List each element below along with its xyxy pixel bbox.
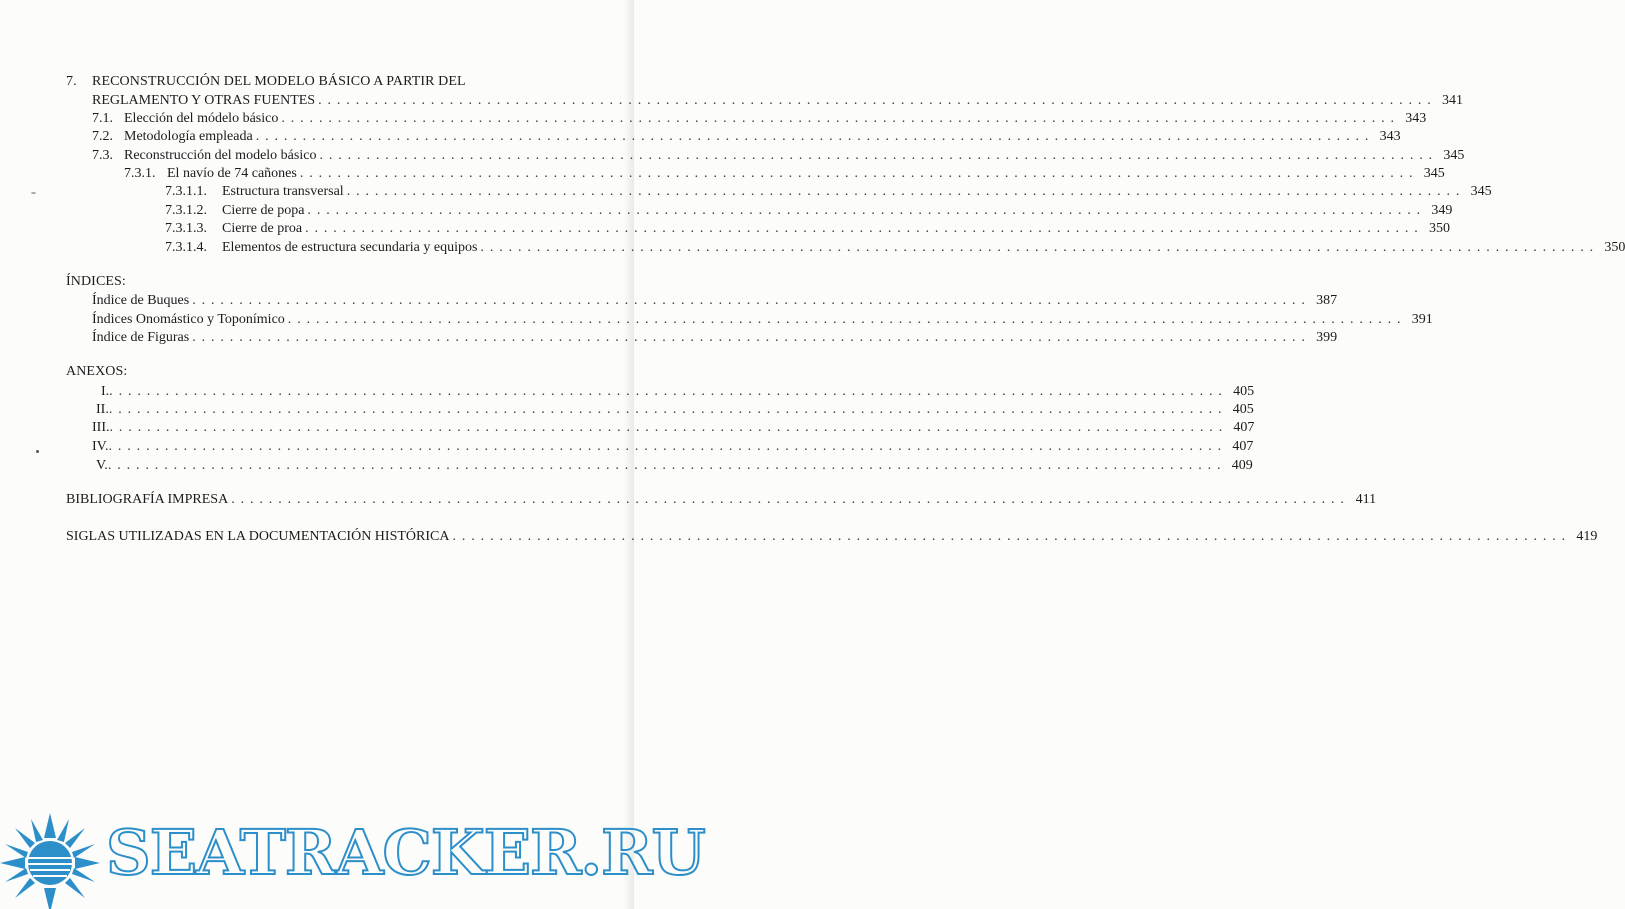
toc-entry-anexo-3[interactable]: [92, 418, 1255, 437]
dot-leader: . . . . . . . . . . . . . . . . . . . . . . . . . . . . . . . . . . . . . . . . . . . . . . . . . . . . . . . . . . . . . . . . . . . . . . . . . . . . . . . . . . . . . . . . . . . . . . . . . . . . . . . . . . . . . . . . . . . . . . .: [109, 384, 1224, 399]
toc-entry-anexo-2[interactable]: [96, 400, 1254, 419]
entry-title: SIGLAS UTILIZADAS EN LA DOCUMENTACIÓN HISTÓRICA: [66, 529, 450, 544]
dot-leader: . . . . . . . . . . . . . . . . . . . . . . . . . . . . . . . . . . . . . . . . . . . . . . . . . . . . . . . . . . . . . . . . . . . . . . . . . . . . . . . . . . . . . . . . . . . . . . . . . . . . . . . . . . . . . . . . . . . . . . .: [255, 129, 1370, 144]
page-number: 350: [1604, 240, 1625, 255]
section-number: 7.3.1.4.: [165, 240, 207, 255]
section-number: 7.3.1.1.: [165, 184, 207, 199]
section-number: 7.3.1.3.: [165, 221, 207, 236]
page-number: 405: [1232, 402, 1254, 417]
section-number: 7.3.: [92, 148, 113, 163]
dot-leader: . . . . . . . . . . . . . . . . . . . . . . . . . . . . . . . . . . . . . . . . . . . . . . . . . . . . . . . . . . . . . . . . . . . . . . . . . . . . . . . . . . . . . . . . . . . . . . . . . . . . . . . . . . . . . . . . . . . . . . .: [108, 439, 1223, 454]
chapter-7-title-line2: REGLAMENTO Y OTRAS FUENTES: [92, 93, 316, 108]
entry-title: Índice de Figuras: [92, 330, 190, 345]
page-number: 350: [1428, 221, 1450, 236]
page-number: 419: [1576, 529, 1598, 544]
page-number: 343: [1379, 129, 1401, 144]
chapter-7-title-line1: 7. RECONSTRUCCIÓN DEL MODELO BÁSICO A PARTIR DEL: [66, 74, 466, 89]
dot-leader: . . . . . . . . . . . . . . . . . . . . . . . . . . . . . . . . . . . . . . . . . . . . . . . . . . . . . . . . . . . . . . . . . . . . . . . . . . . . . . . . . . . . . . . . . . . . . . . . . . . . . . . . . . . . . . . . . . . . . . .: [192, 293, 1307, 308]
toc-entry-7-3-1-2[interactable]: [165, 201, 1453, 220]
watermark-text: SEATRACKER.RU: [106, 816, 705, 889]
entry-title: Índices Onomástico y Toponímico: [92, 312, 285, 327]
dot-leader: . . . . . . . . . . . . . . . . . . . . . . . . . . . . . . . . . . . . . . . . . . . . . . . . . . . . . . . . . . . . . . . . . . . . . . . . . . . . . . . . . . . . . . . . . . . . . . . . . . . . . . . . . . . . . . . . . . . . . . .: [305, 221, 1419, 236]
toc-entry-bibliografia[interactable]: [66, 490, 1377, 509]
sun-logo-icon: [0, 808, 110, 909]
toc-entry-7-3-1[interactable]: [124, 164, 1445, 183]
dot-leader: . . . . . . . . . . . . . . . . . . . . . . . . . . . . . . . . . . . . . . . . . . . . . . . . . . . . . . . . . . . . . . . . . . . . . . . . . . . . . . . . . . . . . . . . . . . . . . . . . . . . . . . . . . . . . . . . . . . . . . .: [107, 458, 1222, 473]
entry-title: II.: [96, 402, 109, 417]
dot-leader: . . . . . . . . . . . . . . . . . . . . . . . . . . . . . . . . . . . . . . . . . . . . . . . . . . . . . . . . . . . . . . . . . . . . . . . . . . . . . . . . . . . . . . . . . . . . . . . . . . . . . . . . . . . . . . . . . . . . . . .: [287, 312, 1402, 327]
page-number: 345: [1423, 166, 1445, 181]
toc-entry-indice-onomastico[interactable]: [92, 310, 1433, 329]
page-number: 411: [1355, 492, 1377, 507]
toc-entry-anexo-4[interactable]: [92, 437, 1254, 456]
section-title: El navío de 74 cañones: [167, 166, 297, 181]
page-number: 399: [1316, 330, 1338, 345]
dot-leader: . . . . . . . . . . . . . . . . . . . . . . . . . . . . . . . . . . . . . . . . . . . . . . . . . . . . . . . . . . . . . . . . . . . . . . . . . . . . . . . . . . . . . . . . . . . . . . . . . . . . . . . . . . . . . . . . . . . . . . .: [346, 184, 1461, 199]
dot-leader: . . . . . . . . . . . . . . . . . . . . . . . . . . . . . . . . . . . . . . . . . . . . . . . . . . . . . . . . . . . . . . . . . . . . . . . . . . . . . . . . . . . . . . . . . . . . . . . . . . . . . . . . . . . . . . . . . . . . . . .: [299, 166, 1414, 181]
page-number: 391: [1411, 312, 1433, 327]
toc-entry-indice-buques[interactable]: [92, 291, 1338, 310]
section-number: 7.3.1.: [124, 166, 156, 181]
section-number: 7.1.: [92, 111, 113, 126]
section-title: Cierre de proa: [222, 221, 303, 236]
dot-leader: . . . . . . . . . . . . . . . . . . . . . . . . . . . . . . . . . . . . . . . . . . . . . . . . . . . . . . . . . . . . . . . . . . . . . . . . . . . . . . . . . . . . . . . . . . . . . . . . . . . . . . . . . . . . . . . . . . . . . . .: [452, 529, 1567, 544]
section-title: Estructura transversal: [222, 184, 344, 199]
dot-leader: . . . . . . . . . . . . . . . . . . . . . . . . . . . . . . . . . . . . . . . . . . . . . . . . . . . . . . . . . . . . . . . . . . . . . . . . . . . . . . . . . . . . . . . . . . . . . . . . . . . . . . . . . . . . . . . . . . . . . . .: [318, 93, 1433, 108]
page-number: 407: [1233, 420, 1255, 435]
page-number: 409: [1231, 458, 1253, 473]
section-title: Elementos de estructura secundaria y equipos: [222, 240, 478, 255]
scan-speck: [36, 450, 39, 453]
dot-leader: . . . . . . . . . . . . . . . . . . . . . . . . . . . . . . . . . . . . . . . . . . . . . . . . . . . . . . . . . . . . . . . . . . . . . . . . . . . . . . . . . . . . . . . . . . . . . . . . . . . . . . . . . . . . . . . . . . . . . . .: [109, 420, 1224, 435]
toc-entry-anexo-1[interactable]: [101, 382, 1255, 401]
dot-leader: . . . . . . . . . . . . . . . . . . . . . . . . . . . . . . . . . . . . . . . . . . . . . . . . . . . . . . . . . . . . . . . . . . . . . . . . . . . . . . . . . . . . . . . . . . . . . . . . . . . . . . . . . . . . . . . . . . . . . . .: [192, 330, 1307, 345]
page-number: 349: [1431, 203, 1453, 218]
entry-title: III.: [92, 420, 110, 435]
toc-entry-7-3-1-1[interactable]: [165, 182, 1492, 201]
page-number: 405: [1233, 384, 1255, 399]
toc-entry-7-3-1-4[interactable]: [165, 238, 1625, 257]
page-number: 341: [1442, 93, 1464, 108]
toc-entry-7-1[interactable]: [92, 109, 1427, 128]
section-title: Elección del módelo básico: [124, 111, 279, 126]
toc-entry-7-3-1-3[interactable]: [165, 219, 1450, 238]
section-number: 7.2.: [92, 129, 113, 144]
page-number: 345: [1470, 184, 1492, 199]
dot-leader: . . . . . . . . . . . . . . . . . . . . . . . . . . . . . . . . . . . . . . . . . . . . . . . . . . . . . . . . . . . . . . . . . . . . . . . . . . . . . . . . . . . . . . . . . . . . . . . . . . . . . . . . . . . . . . . . . . . . . . .: [281, 111, 1396, 126]
dot-leader: . . . . . . . . . . . . . . . . . . . . . . . . . . . . . . . . . . . . . . . . . . . . . . . . . . . . . . . . . . . . . . . . . . . . . . . . . . . . . . . . . . . . . . . . . . . . . . . . . . . . . . . . . . . . . . . . . . . . . . .: [231, 492, 1346, 507]
page-number: 387: [1316, 293, 1338, 308]
scan-speck: [31, 192, 36, 194]
section-title: Reconstrucción del modelo básico: [124, 148, 317, 163]
dot-leader: . . . . . . . . . . . . . . . . . . . . . . . . . . . . . . . . . . . . . . . . . . . . . . . . . . . . . . . . . . . . . . . . . . . . . . . . . . . . . . . . . . . . . . . . . . . . . . . . . . . . . . . . . . . . . . . . . . . . . . .: [307, 203, 1422, 218]
chapter-7-number: 7.: [66, 74, 77, 89]
dot-leader: . . . . . . . . . . . . . . . . . . . . . . . . . . . . . . . . . . . . . . . . . . . . . . . . . . . . . . . . . . . . . . . . . . . . . . . . . . . . . . . . . . . . . . . . . . . . . . . . . . . . . . . . . . . . . . . . . . . . . . .: [108, 402, 1223, 417]
chapter-7-entry[interactable]: [92, 91, 1464, 110]
entry-title: I.: [101, 384, 110, 399]
section-number: 7.3.1.2.: [165, 203, 207, 218]
anexos-heading: ANEXOS:: [66, 364, 128, 379]
section-title: Cierre de popa: [222, 203, 305, 218]
page-number: 407: [1232, 439, 1254, 454]
toc-entry-siglas[interactable]: [66, 527, 1598, 546]
indices-heading: ÍNDICES:: [66, 274, 126, 289]
entry-title: IV.: [92, 439, 109, 454]
toc-entry-indice-figuras[interactable]: [92, 328, 1338, 347]
entry-title: V.: [96, 458, 108, 473]
entry-title: BIBLIOGRAFÍA IMPRESA: [66, 492, 229, 507]
section-title: Metodología empleada: [124, 129, 253, 144]
toc-entry-anexo-5[interactable]: [96, 456, 1253, 475]
page-number: 343: [1405, 111, 1427, 126]
entry-title: Índice de Buques: [92, 293, 190, 308]
toc-entry-7-3[interactable]: [92, 146, 1465, 165]
dot-leader: . . . . . . . . . . . . . . . . . . . . . . . . . . . . . . . . . . . . . . . . . . . . . . . . . . . . . . . . . . . . . . . . . . . . . . . . . . . . . . . . . . . . . . . . . . . . . . . . . . . . . . . . . . . . . . . . . . . . . . .: [480, 240, 1595, 255]
page-number: 345: [1443, 148, 1465, 163]
toc-entry-7-2[interactable]: [92, 127, 1401, 146]
dot-leader: . . . . . . . . . . . . . . . . . . . . . . . . . . . . . . . . . . . . . . . . . . . . . . . . . . . . . . . . . . . . . . . . . . . . . . . . . . . . . . . . . . . . . . . . . . . . . . . . . . . . . . . . . . . . . . . . . . . . . . .: [319, 148, 1434, 163]
